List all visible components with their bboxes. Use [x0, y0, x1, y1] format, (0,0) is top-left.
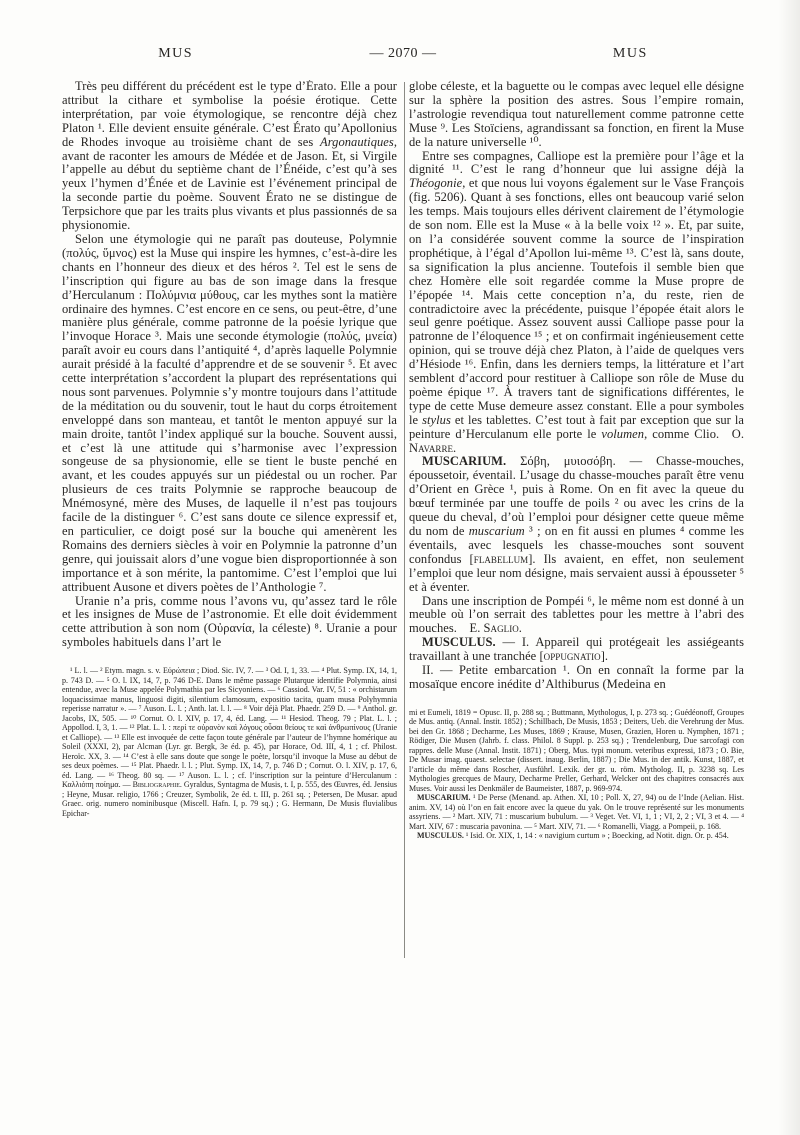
text-run: II. — Petite embarcation ¹. On en connaît la forme par la mosaïque encore inédite d’Althiburus (Medeina en — [409, 663, 744, 691]
column-left — [62, 80, 397, 962]
text-run: et les tablettes. C’est tout à fait par exception que sur la peinture d’Herculanum elle porte le — [409, 412, 744, 441]
body-paragraph — [62, 233, 397, 595]
footnotes-right — [409, 708, 744, 841]
text-run: Entre ses compagnes, Calliope est la première pour l’âge et la dignité ¹¹. C’est le rang d’honneur que lui assigne déjà la — [409, 148, 744, 177]
text-run: MUSCARIUM. — [422, 454, 507, 469]
text-run: Σόβη, μυιοσόβη. — Chasse-mouches, époussetoir, éventail. L’usage du chasse-mouches paraît être venu d’Orient en Grèce ¹, puis à Rome. On en fit avec la queue du bœuf terminée par une touffe de poils ² ou avec les crins de la queue du cheval, d’où l’emploi pour désigner cette queue même du nom de — [409, 454, 744, 538]
text-run: stylus — [422, 412, 451, 427]
footnote-paragraph — [62, 666, 397, 818]
body-paragraph — [409, 80, 744, 150]
text-run: MUSCULUS. — [422, 635, 496, 650]
text-run: , avant de raconter les amours de Médée et de Jason. Et, si Virgile l’appelle au début du septième chant de l’Énéide, c’est qu’à ses yeux l’hymen d’Énée et de Lavinie est l’événement principal de la seconde partie du poème. Souvent Érato ne se distingue de Terpsichore que par les traits plus vivants et plus passionnés de sa physionomie. — [62, 134, 397, 233]
footnote-paragraph — [409, 708, 744, 794]
text-run: globe céleste, et la baguette ou le compas avec lequel elle désigne sur la sphère la position des astres. Sous l’empire romain, l’astrologie revendiqua tout naturellement comme patronne cette Muse ⁹. Les Stoïciens, agrandissant sa fonction, en firent la Muse de la nature universelle ¹⁰. — [409, 80, 744, 149]
footnotes-left — [62, 666, 397, 818]
text-run: O. Navarre. — [409, 426, 744, 455]
text-run: . Gyraldus, Syntagma de Musis, t. I, p. 555, des Œuvres, éd. Jensius ; Heyne, Musar. religio, 1766 ; Creuzer, Symbolik, 2e éd. t. III, p. 261 sq. ; Petersen, De Musar. apud Graec. orig. numero nominibusque (Miscell. Hafn. I, p. 79 sq.) ; G. Hermann, De Musis fluvialibus Epichar- — [62, 780, 397, 818]
body-text-right — [409, 80, 744, 692]
body-paragraph — [409, 455, 744, 594]
text-run: Très peu différent du précédent est le type d’Érato. Elle a pour attribut la cithare et symbolise la poésie érotique. Cette interprétation, par voie étymologique, se rencontre déjà chez Platon ¹. Elle devient ensuite générale. C’est Érato qu’Apollonius de Rhodes invoque au troisième chant de ses — [62, 80, 397, 149]
text-run: volumen — [601, 426, 645, 441]
text-run: E. Saglio. — [456, 621, 522, 636]
text-run: MUSCULUS. — [417, 831, 464, 841]
text-run: MUSCARIUM. — [417, 793, 471, 803]
text-run: Uranie n’a pris, comme nous l’avons vu, qu’assez tard le rôle et les insignes de Muse de l’astronomie. Et elle doit évidemment cette attribution à son nom (Οὐρανία, la céleste) ⁸. Uranie a pour symboles habituels dans l’art le — [62, 593, 397, 650]
text-run: mi et Eumeli, 1819 = Opusc. II, p. 288 sq. ; Buttmann, Mythologus, I, p. 273 sq. ; Guédéonoff, Groupes de Mus. antiq. (Annal. Instit. 1852) ; Schillbach, De Musis, 1853 ; Deiters, Ueb. die Verehrung der Mus. bei den Gr. 1868 ; Decharme, Les Muses, 1869 ; Krause, Musen, Grazien, Horen u. Nymphen, 1871 ; Rödiger, Die Musen (Jahrb. f. class. Philol. 8 Suppl. p. 253 sq.) ; Trendelenburg, Due sarcofagi con rappres. delle Muse (Annal. Instit. 1871) ; Oberg, Mus. typi monum. veteribus expressi, 1873 ; O. Bie, De Musar imag. quaest. selectae (dissert. inaug. Berlin, 1887) ; Die Mus. in der antik. Kunst, 1887, et l’article du même dans Roscher, Ausführl. Lexik. der gr. u. röm. Mytholog. II, p. 3238 sq. Les Mythologies grecques de Maury, Decharme Preller, Gerhard, Welcker ont des chapitres consacrés aux Muses. Voir aussi les Denkmäler de Baumeister, 1887, p. 969-974. — [409, 707, 744, 793]
body-paragraph — [409, 595, 744, 637]
page-number: — 2070 — — [369, 46, 437, 61]
text-run: , comme Clio. — [644, 426, 720, 441]
text-run: — I. Appareil qui protégeait les assiégeants travaillant à une tranchée [ — [409, 635, 744, 664]
body-paragraph — [62, 595, 397, 651]
text-run: ]. Ils avaient, en effet, non seulement l’emploi que leur nom désigne, mais servaient aussi à épousseter ⁵ et à éventer. — [409, 551, 744, 594]
body-paragraph — [409, 636, 744, 664]
text-run: oppugnatio — [543, 649, 601, 664]
footnote-paragraph — [409, 793, 744, 831]
body-paragraph — [409, 664, 744, 692]
column-right — [409, 80, 744, 962]
text-run: muscarium — [468, 524, 525, 538]
scan-page-edge-shadow — [778, 0, 800, 1135]
text-run: ¹ Isid. Or. XIX, 1, 14 : « navigium curtum » ; Boecking, ad Notit. dign. Or. p. 454. — [463, 831, 729, 841]
text-run: Argonautiques — [320, 134, 394, 149]
running-title-right: MUS — [612, 46, 648, 61]
text-run: ¹ L. l. — ² Etym. magn. s. v. Εὐρώπεια ; Diod. Sic. IV, 7. — ³ Od. I, 1, 33. — ⁴ Plut. Symp. IX, 14, 1, p. 743 D. — ⁵ O. l. IX, 14, 7, p. 746 D-E. Dans le même passage Plutarque identifie Polymnia, ainsi entendue, avec la Muse appelée Polymathia par les Sicyoniens. — ⁶ Cassiod. Var. IV, 51 : « orchistarum loquacissimae manus, linguosi digiti, silentium clamosum, expositio tacita, quam musa Polyhymnia reperisse narratur ». — ⁷ Auson. L. l. ; Anth. lat. l. l. — ⁸ Voir déjà Plat. Phaedr. 259 D. — ⁹ Anthol. gr. Jacobs, IX, 505. — ¹⁰ Cornut. O. l. XIV, p. 17, 4, éd. Lang. — ¹¹ Hesiod. Theog. 79 ; Plat. L. l. ; Appollod. I, 3, 1. — ¹² Plat. L. l. : περί τε οὐρανὸν καὶ λόγους οὖσαι θείους τε καὶ ἀνθρωπίνους (Uranie et Calliope). — ¹³ Elle est invoquée de cette façon toute générale par l’auteur de l’hymne homérique au Soleil (XXXI, 2), par Alcman (Lyr. gr. Bergk, 3e éd. p. 45), par Horace, Od. III, 4, 1 ; cf. Philost. Heroïc. XX, 3. — ¹⁴ C’est à elle sans doute que songe le poète, lorsqu’il invoque la Muse au début de ses deux poèmes. — ¹⁵ Plat. Phaedr. l. l. ; Plut. Symp. IX, 14, 7, p. 746 D ; Cornut. O. l. XIV, p. 17, 6, éd. Lang. — ¹⁶ Theog. 80 sq. — ¹⁷ Auson. L. l. ; cf. l’inscription sur la peinture d’Herculanum : Καλλιόπη ποίημα. — — [62, 666, 397, 790]
text-run: ]. — [600, 649, 609, 664]
text-run: Théogonie — [409, 176, 463, 191]
text-columns — [62, 80, 744, 962]
text-run: ³ ; on en fit aussi en plumes ⁴ comme les éventails, avec lesquels les chasse-mouches sont souvent confondus [ — [409, 524, 744, 566]
page-header — [62, 46, 744, 62]
text-run: flabellum — [473, 551, 529, 566]
footnote-paragraph — [409, 831, 744, 841]
body-text-left — [62, 80, 397, 650]
text-run: , et que nous lui voyons également sur le Vase François (fig. 5206). Quant à ses fonctions, elles ont beaucoup varié selon les temps. Mais toujours elles dérivent clairement de l’étymologie de son nom. Elle est la Muse « à la belle voix ¹² ». Et, par suite, on l’a considérée souvent comme la source de l’inspiration prophétique, à l’égal d’Apollon lui-même ¹³. C’est là, sans doute, sa signification la plus ancienne. Toutefois il semble bien que chez Homère elle soit regardée comme la Muse propre de l’épopée ¹⁴. Mais cette conception n’a, du reste, rien de contradictoire avec la précédente, puisque l’épopée était alors le seul genre poétique. Assez souvent aussi Calliope passe pour la patronne de l’éloquence ¹⁵ ; et on confirmait ingénieusement cette opinion, qui se trouve déjà chez Platon, à l’aide de quelques vers d’Hésiode ¹⁶. Enfin, dans les derniers temps, la littérature et l’art semblent d’accord pour restituer à Calliope son rôle de Muse du poème épique ¹⁷. À travers tant de significations différentes, le type de cette Muse demeure assez constant. Elle a pour symboles le — [409, 176, 744, 427]
text-run: Bibliographie — [132, 780, 180, 790]
body-paragraph — [409, 150, 744, 456]
text-run: Selon une étymologie qui ne paraît pas douteuse, Polymnie (πολύς, ὕμνος) est la Muse qui inspire les hymnes, c’est-à-dire les chants en l’honneur des dieux et des héros ². Tel est le sens de l’inscription qui figure au bas de son image dans la fresque d’Herculanum : Πολύμνια μύθους, car les mythes sont la matière ordinaire des hymnes. C’est encore en ce sens, ou peut-être, d’une manière plus générale, comme patronne de la poésie lyrique que l’invoque Horace ³. Mais une seconde étymologie (πολύς, μνεία) paraît avoir eu cours dans l’antiquité ⁴, d’après laquelle Polymnie aurait présidé à la faculté d’apprendre et de se souvenir ⁵. Et avec cette interprétation s’accordent la plupart des représentations qui nous sont parvenues. Polymnie s’y montre toujours dans l’attitude de la méditation ou du souvenir, tout le haut du corps étroitement enveloppé dans son manteau, et tantôt le menton appuyé sur la main droite, tantôt l’index appliqué sur la bouche. Souvent aussi, et c’est là une attitude qui s’harmonise avec l’expression songeuse de sa physionomie, elle se tient le buste penché en avant, et les coudes appuyés sur un piédestal ou un rocher. Par plusieurs de ces traits Polymnie se rapproche beaucoup de Mnémosyné, mère des Muses, de laquelle il n’est pas toujours facile de la distinguer ⁶. C’est sans doute ce silence expressif et, en particulier, ce doigt posé sur la bouche qui amenèrent les Romains des derniers siècles à voir en Polymnie la patronne d’un genre, qui jouissait alors d’une vogue bien disproportionnée à son importance et à son mérite, la pantomime. C’est l’emploi que lui attribuent Ausone et divers poètes de l’Anthologie ⁷. — [62, 231, 397, 594]
body-paragraph — [62, 80, 397, 233]
running-title-left: MUS — [158, 46, 194, 61]
text-run: ¹ De Perse (Menand. ap. Athen. XI, 10 ; Poll. X, 27, 94) ou de l’Inde (Aelian. Hist. anim. XV, 14) où l’on en fait encore avec la queue du yak. On le trouve représenté sur les monuments assyriens. — ² Mart. XIV, 71 : muscarium bubulum. — ³ Veget. Vet. VI, 1, 1 ; VI, 2, 2 ; VI, 3 et 4. — ⁴ Mart. XIV, 67 : muscaria pavonina. — ⁵ Mart. XIV, 71. — ⁶ Romanelli, Viagg. a Pompeii, p. 168. — [409, 793, 744, 831]
text-run: Dans une inscription de Pompéi ⁶, le même nom est donné à un meuble où l’on serrait des tablettes pour les mettre à l’abri des mouches. — [409, 593, 744, 636]
